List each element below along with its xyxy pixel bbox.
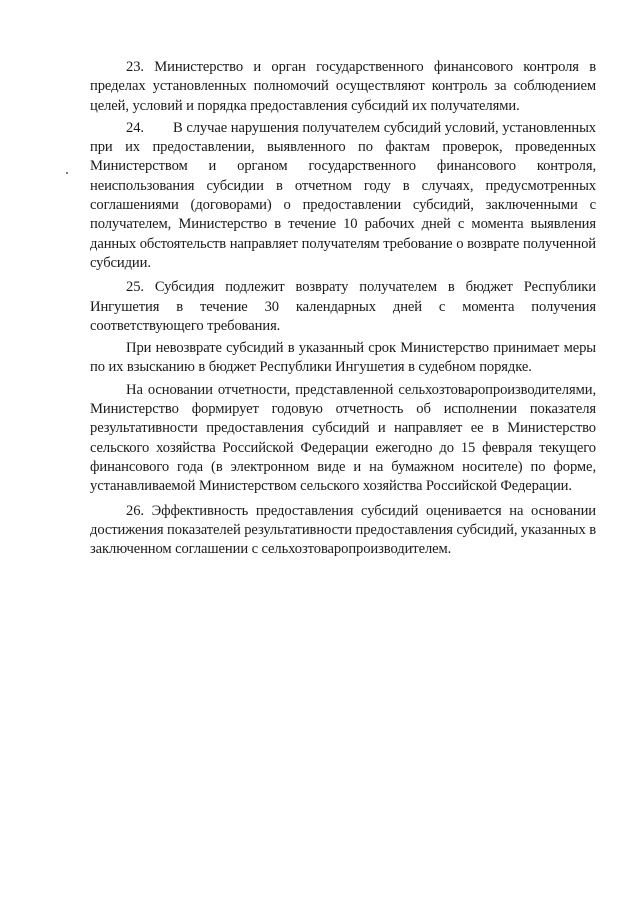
paragraph-25-nonreturn: При невозврате субсидий в указанный срок Министерство принимает меры по их взысканию в бюджет Республики Ингушетия в судебном порядке. bbox=[90, 340, 596, 376]
paragraph-24 bbox=[90, 119, 596, 273]
paragraph-24-number: 24. bbox=[126, 119, 144, 136]
paragraph-24-text: В случае нарушения получателем субсидий условий, установленных при их предоставлении, выявленного по фактам проверок, проведенных Министерством и органом государственного финансового контроля, неиспользования субсидии в отчетном году в случаях, предусмотренных соглашениями (договорами) о предоставлении субсидий, заключенными с получателем, Министерство в течение 10 рабочих дней с момента выявления данных обстоятельств направляет получателям требование о возврате полученной субсидии. bbox=[90, 119, 596, 271]
paragraph-26: 26. Эффективность предоставления субсидий оценивается на основании достижения показателей результативности предоставления субсидий, указанных в заключенном соглашении с сельхозтоваропроизводителем. bbox=[90, 502, 596, 558]
paragraph-25: 25. Субсидия подлежит возврату получателем в бюджет Республики Ингушетия в течение 30 календарных дней с момента получения соответствующего требования. bbox=[90, 279, 596, 334]
paragraph-23: 23. Министерство и орган государственного финансового контроля в пределах установленных полномочий осуществляют контроль за соблюдением целей, условий и порядка предоставления субсидий их получателями. bbox=[90, 59, 596, 114]
scan-speck bbox=[66, 172, 68, 174]
document-page bbox=[90, 58, 596, 562]
paragraph-25-reporting: На основании отчетности, представленной сельхозтоваропроизводителями, Министерство формирует годовую отчетность об исполнении показателя результативности предоставления субсидий и направляет ее в Министерство сельского хозяйства Российской Федерации ежегодно до 15 февраля текущего финансового года (в электронном виде и на бумажном носителе) по форме, устанавливаемой Министерством сельского хозяйства Российской Федерации. bbox=[90, 381, 596, 495]
